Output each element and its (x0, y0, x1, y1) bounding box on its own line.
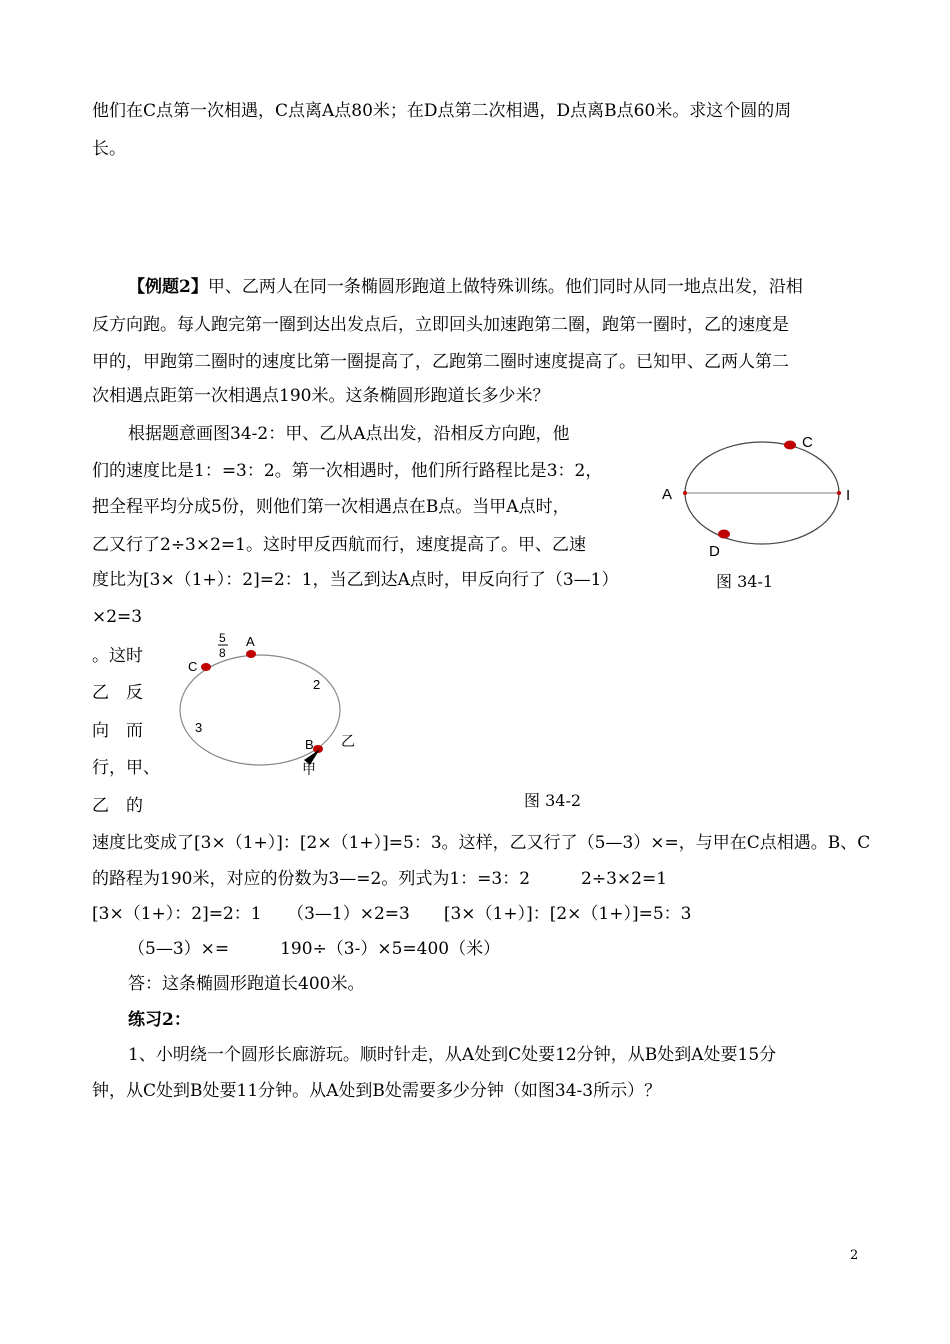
figure-34-2-caption: 图 34-2 (524, 791, 582, 810)
fig1-label-d: D (709, 543, 720, 560)
figure-34-1 (650, 425, 910, 565)
solution-line-2: 们的速度比是1：=3：2。第一次相遇时，他们所行路程比是3：2， (92, 461, 603, 481)
practice2-title: 练习2： (128, 1010, 191, 1030)
page-number: 2 (850, 1248, 859, 1263)
example2-line-3: 甲的，甲跑第二圈时的速度比第一圈提高了，乙跑第二圈时速度提高了。已知甲、乙两人第二 (92, 352, 789, 372)
solution-line-12: 速度比变成了[3×（1+）]：[2×（1+）]=5：3。这样，乙又行了（5—3）×=，与甲在C点相遇。B、C (92, 833, 871, 853)
solution-line-8: 乙 反 (92, 683, 143, 703)
fig2-point-c (201, 663, 211, 671)
figure-34-1-caption: 图 34-1 (716, 572, 774, 591)
fig2-label-three: 3 (195, 720, 203, 735)
solution-line-1: 根据题意画图34-2：甲、乙从A点出发，沿相反方向跑，他 (128, 424, 570, 444)
fig1-point-a (683, 491, 687, 495)
practice2-q1-line-2: 钟，从C处到B处要11分钟。从A处到B处需要多少分钟（如图34-3所示）？ (92, 1081, 662, 1101)
solution-line-15: （5—3）×= 190÷（3-）×5=400（米） (128, 939, 501, 959)
solution-line-10: 行，甲、 (92, 758, 160, 778)
fig1-point-c (784, 441, 796, 450)
fig2-label-b: B (305, 737, 314, 752)
fig2-label-two: 2 (313, 677, 321, 692)
solution-line-14: [3×（1+）：2]=2：1 （3—1）×2=3 [3×（1+）]：[2×（1+）]=5：3 (92, 904, 692, 924)
fig1-label-right: I (846, 487, 851, 504)
fig2-frac-den: 8 (219, 646, 226, 660)
example2-line-4: 次相遇点距第一次相遇点190米。这条椭圆形跑道长多少米？ (92, 386, 550, 406)
practice2-q1-line-1: 1、小明绕一个圆形长廊游玩。顺时针走，从A处到C处要12分钟，从B处到A处要15分 (128, 1045, 777, 1065)
example2-line-2: 反方向跑。每人跑完第一圈到达出发点后，立即回头加速跑第二圈，跑第一圈时，乙的速度是 (92, 315, 789, 335)
example2-label: 【例题2】 (128, 277, 208, 297)
fig2-label-jia: 甲 (302, 761, 316, 777)
solution-line-11: 乙 的 (92, 796, 143, 816)
intro-line-1: 他们在C点第一次相遇，C点离A点80米；在D点第二次相遇，D点离B点60米。求这个圆的周 (92, 101, 792, 121)
solution-line-13: 的路程为190米，对应的份数为3—=2。列式为1：=3：2 2÷3×2=1 (92, 869, 668, 889)
figure-34-2 (170, 628, 390, 778)
intro-line-2: 长。 (92, 139, 126, 159)
fig1-label-a: A (662, 486, 673, 503)
fig1-label-c: C (802, 434, 813, 451)
fig2-label-yi: 乙 (341, 733, 355, 749)
example2-line-1-text: 甲、乙两人在同一条椭圆形跑道上做特殊训练。他们同时从同一地点出发，沿相 (207, 277, 803, 297)
fig1-point-right (837, 491, 841, 495)
solution-line-6: ×2=3 (92, 607, 143, 627)
solution-line-5: 度比为[3×（1+）：2]=2：1，当乙到达A点时，甲反向行了（3—1） (92, 570, 619, 590)
solution-line-7: 。这时 (92, 646, 143, 666)
fig1-point-d (718, 530, 730, 539)
fig2-label-c: C (188, 659, 198, 674)
fig2-point-a (246, 650, 256, 658)
solution-answer: 答：这条椭圆形跑道长400米。 (128, 974, 365, 994)
solution-line-9: 向 而 (92, 721, 143, 741)
solution-line-3: 把全程平均分成5份，则他们第一次相遇点在B点。当甲A点时， (92, 497, 570, 517)
fig2-frac-num: 5 (219, 631, 226, 645)
solution-line-4: 乙又行了2÷3×2=1。这时甲反西航而行，速度提高了。甲、乙速 (92, 535, 586, 555)
example2-line-1 (128, 276, 803, 298)
fig2-label-a: A (246, 634, 255, 649)
